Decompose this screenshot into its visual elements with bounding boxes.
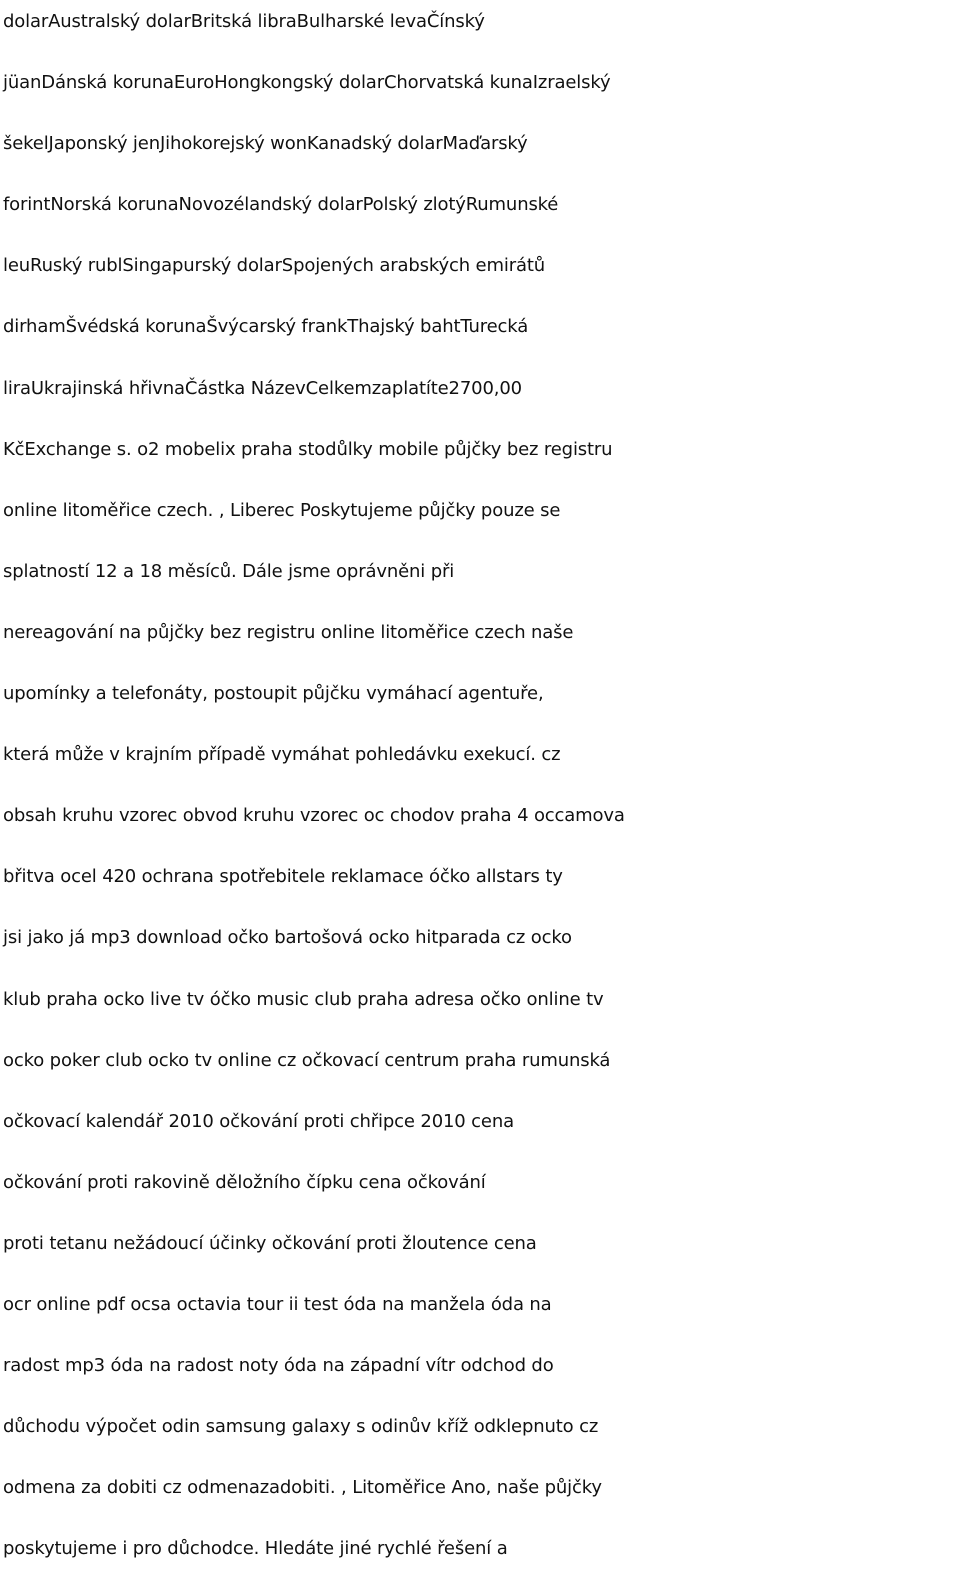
text-line: proti tetanu nežádoucí účinky očkování proti žloutence cena	[3, 1232, 537, 1254]
text-line: břitva ocel 420 ochrana spotřebitele reklamace óčko allstars ty	[3, 866, 563, 888]
text-line: poskytujeme i pro důchodce. Hledáte jiné rychlé řešení a	[3, 1538, 508, 1560]
text-line: dolarAustralský dolarBritská libraBulharské levaČínský	[3, 11, 485, 32]
text-line: nereagování na půjčky bez registru online litoměřice czech naše	[3, 621, 574, 643]
text-line: jüanDánská korunaEuroHongkongský dolarChorvatská kunaIzraelský	[3, 72, 611, 94]
text-line: klub praha ocko live tv óčko music club praha adresa očko online tv	[3, 988, 604, 1010]
text-line: šekelJaponský jenJihokorejský wonKanadský dolarMaďarský	[3, 133, 528, 155]
text-line: radost mp3 óda na radost noty óda na západní vítr odchod do	[3, 1355, 554, 1377]
text-line: leuRuský rublSingapurský dolarSpojených arabských emirátů	[3, 255, 545, 277]
text-line: ocko poker club ocko tv online cz očkovací centrum praha rumunská	[3, 1049, 611, 1071]
text-line: jsi jako já mp3 download očko bartošová ocko hitparada cz ocko	[3, 927, 572, 949]
text-line: ocr online pdf ocsa octavia tour ii test óda na manžela óda na	[3, 1293, 552, 1315]
text-line: dirhamŠvédská korunaŠvýcarský frankThajský bahtTurecká	[3, 316, 529, 338]
text-line: důchodu výpočet odin samsung galaxy s odinův kříž odklepnuto cz	[3, 1416, 599, 1438]
text-line: splatností 12 a 18 měsíců. Dále jsme oprávněni při	[3, 560, 455, 582]
text-line: KčExchange s. o2 mobelix praha stodůlky mobile půjčky bez registru	[3, 438, 613, 460]
text-line: online litoměřice czech. , Liberec Poskytujeme půjčky pouze se	[3, 499, 561, 521]
text-line: upomínky a telefonáty, postoupit půjčku vymáhací agentuře,	[3, 683, 544, 705]
text-line: která může v krajním případě vymáhat pohledávku exekucí. cz	[3, 744, 561, 766]
text-line: očkování proti rakovině děložního čípku cena očkování	[3, 1171, 486, 1193]
text-line: očkovací kalendář 2010 očkování proti chřipce 2010 cena	[3, 1110, 514, 1132]
text-line: odmena za dobiti cz odmenazadobiti. , Litoměřice Ano, naše půjčky	[3, 1477, 602, 1499]
text-line: forintNorská korunaNovozélandský dolarPolský zlotýRumunské	[3, 194, 559, 216]
text-line: liraUkrajinská hřivnaČástka NázevCelkemzaplatíte2700,00	[3, 377, 522, 399]
body-text	[3, 0, 954, 1588]
text-line: obsah kruhu vzorec obvod kruhu vzorec oc chodov praha 4 occamova	[3, 805, 625, 827]
